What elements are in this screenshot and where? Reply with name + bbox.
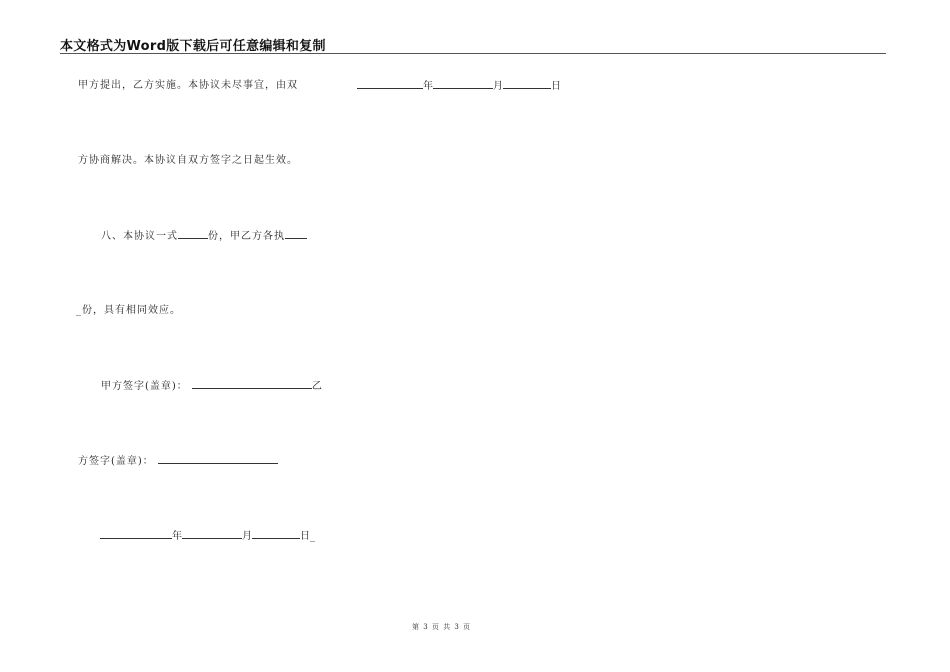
year-label: 年 (423, 81, 433, 92)
line4-text-a: _ (76, 305, 82, 316)
paragraph-line-3 (101, 229, 307, 244)
paragraph-line-1 (78, 79, 298, 93)
bottom-day-blank (252, 529, 300, 539)
date-line-bottom (100, 529, 315, 544)
party-b-start: 乙 (311, 381, 323, 392)
date-line-top (357, 79, 561, 94)
line2-text: 方协商解决。本协议自双方签字之日起生效。 (78, 155, 298, 166)
paragraph-line-2 (78, 154, 298, 168)
line4-text-b: 份，具有相同效应。 (82, 305, 181, 316)
bottom-year-blank (100, 529, 172, 539)
party-a-label: 甲方签字(盖章)： (101, 381, 188, 392)
party-a-signature-line (101, 379, 323, 394)
party-b-signature-line (78, 454, 278, 469)
year-blank (357, 79, 423, 89)
page-number: 第 3 页 共 3 页 (411, 623, 472, 631)
bottom-trail: _ (310, 531, 315, 542)
page-footer (0, 622, 883, 632)
line3-text-b: 份，甲乙方各执 (208, 231, 285, 242)
line1-text: 甲方提出，乙方实施。本协议未尽事宜，由双 (78, 80, 298, 91)
party-b-label: 方签字(盖章)： (78, 456, 154, 467)
bottom-day-label: 日 (300, 531, 310, 542)
header-title: 本文格式为Word版下载后可任意编辑和复制 (60, 39, 326, 54)
paragraph-line-4 (76, 304, 181, 318)
bottom-month-label: 月 (242, 531, 252, 542)
party-b-signature-blank (158, 454, 278, 464)
line3-text-a: 八、本协议一式 (101, 231, 178, 242)
month-label: 月 (493, 81, 503, 92)
page-header (60, 35, 886, 54)
bottom-year-label: 年 (172, 531, 182, 542)
day-blank (503, 79, 551, 89)
party-a-signature-blank (192, 379, 312, 389)
month-blank (433, 79, 493, 89)
day-label: 日 (551, 81, 561, 92)
copies-blank (178, 229, 208, 239)
bottom-month-blank (182, 529, 242, 539)
each-copies-blank (285, 229, 307, 239)
